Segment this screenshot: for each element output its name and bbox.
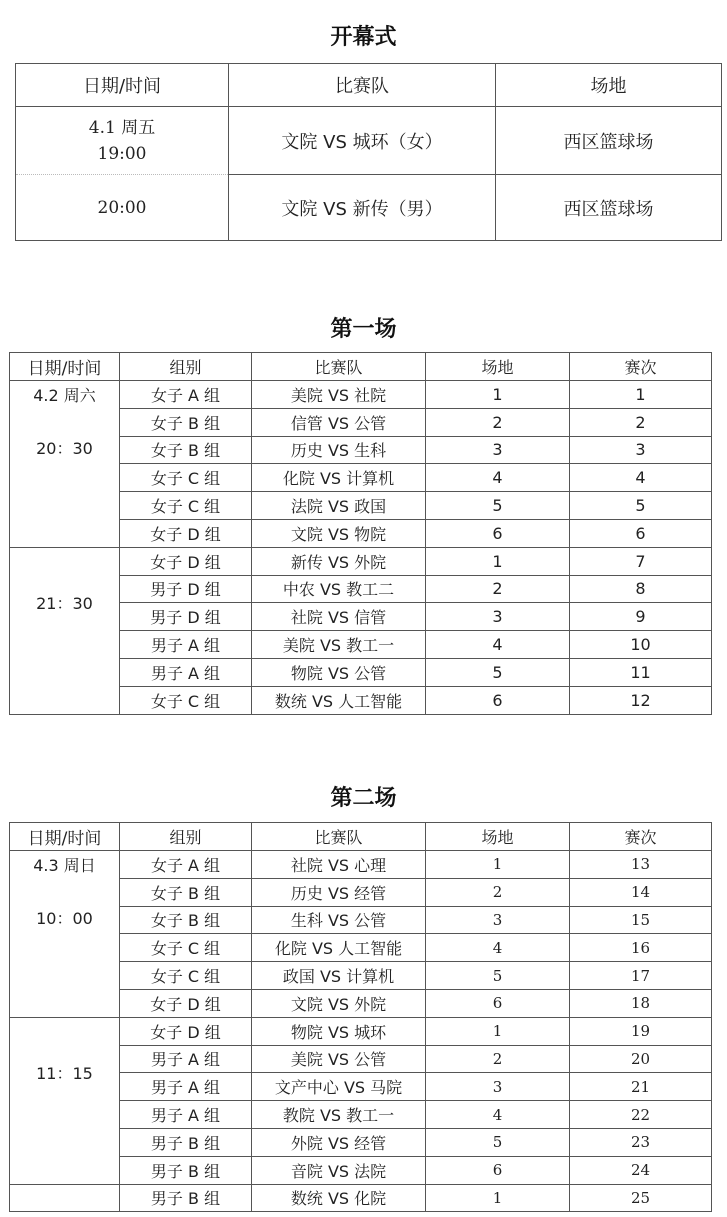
venue-cell: 6: [426, 519, 570, 547]
match-cell: 生科 VS 公管: [252, 906, 426, 934]
header-game-number: 赛次: [570, 823, 712, 851]
header-match: 比赛队: [252, 353, 426, 381]
venue-cell: 4: [426, 464, 570, 492]
game-number-cell: 25: [570, 1184, 712, 1212]
venue-cell: 2: [426, 408, 570, 436]
game-number-cell: 11: [570, 658, 712, 686]
header-datetime: 日期/时间: [16, 64, 229, 107]
venue-cell: 2: [426, 1045, 570, 1073]
match-cell: 数统 VS 人工智能: [252, 686, 426, 714]
game-number-cell: 8: [570, 575, 712, 603]
game-number-cell: 23: [570, 1128, 712, 1156]
venue-cell: 5: [426, 1128, 570, 1156]
datetime-cell: [10, 381, 120, 548]
table-row: [10, 851, 712, 879]
group-cell: 男子 A 组: [120, 631, 252, 659]
match-cell: 历史 VS 经管: [252, 878, 426, 906]
game-number-cell: 7: [570, 547, 712, 575]
venue-cell: 3: [426, 1073, 570, 1101]
group-cell: 女子 C 组: [120, 686, 252, 714]
match-cell: 物院 VS 公管: [252, 658, 426, 686]
match-cell: 文院 VS 外院: [252, 989, 426, 1017]
opening-title: 开幕式: [330, 25, 397, 50]
spacer: [10, 1020, 119, 1061]
game-number-cell: 21: [570, 1073, 712, 1101]
game-number-cell: 4: [570, 464, 712, 492]
header-venue: 场地: [496, 64, 722, 107]
group-cell: 女子 B 组: [120, 408, 252, 436]
venue-cell: 5: [426, 658, 570, 686]
date-text: 4.2 周六: [33, 386, 96, 405]
table-header-row: [10, 823, 712, 851]
group-cell: 男子 A 组: [120, 1073, 252, 1101]
venue-cell: 2: [426, 878, 570, 906]
datetime-cell: [10, 1017, 120, 1184]
venue-cell: 1: [426, 547, 570, 575]
match-cell: 美院 VS 社院: [252, 381, 426, 409]
venue-cell: 6: [426, 686, 570, 714]
game-number-cell: 3: [570, 436, 712, 464]
table-header-row: [10, 353, 712, 381]
venue-cell: 1: [426, 851, 570, 879]
game-number-cell: 14: [570, 878, 712, 906]
game-number-cell: 18: [570, 989, 712, 1017]
match-cell: 文院 VS 城环（女）: [229, 107, 496, 175]
venue-cell: 6: [426, 989, 570, 1017]
venue-cell: 5: [426, 962, 570, 990]
game-number-cell: 24: [570, 1156, 712, 1184]
group-cell: 女子 D 组: [120, 1017, 252, 1045]
match-cell: 文产中心 VS 马院: [252, 1073, 426, 1101]
group-cell: 男子 A 组: [120, 1101, 252, 1129]
match-cell: 信管 VS 公管: [252, 408, 426, 436]
time-cell: 20:00: [16, 175, 229, 241]
venue-cell: 3: [426, 603, 570, 631]
date-text: 4.3 周日: [33, 856, 96, 875]
table-row: [10, 381, 712, 409]
game-number-cell: 16: [570, 934, 712, 962]
table-row: [16, 107, 722, 175]
group-cell: 女子 C 组: [120, 492, 252, 520]
group-cell: 男子 D 组: [120, 603, 252, 631]
time-text: 21：30: [36, 593, 93, 613]
time-text: 19:00: [97, 143, 147, 164]
group-cell: 女子 A 组: [120, 381, 252, 409]
header-venue: 场地: [426, 823, 570, 851]
match-cell: 美院 VS 公管: [252, 1045, 426, 1073]
group-cell: 男子 B 组: [120, 1128, 252, 1156]
venue-cell: 4: [426, 631, 570, 659]
venue-cell: 西区篮球场: [496, 107, 722, 175]
header-datetime: 日期/时间: [10, 823, 120, 851]
venue-cell: 3: [426, 436, 570, 464]
group-cell: 男子 B 组: [120, 1156, 252, 1184]
time-text: 10：00: [36, 909, 93, 928]
match-cell: 文院 VS 新传（男）: [229, 175, 496, 241]
group-cell: 男子 D 组: [120, 575, 252, 603]
match-cell: 数统 VS 化院: [252, 1184, 426, 1212]
match-cell: 历史 VS 生科: [252, 436, 426, 464]
round2-schedule-table: [9, 822, 712, 1212]
match-cell: 物院 VS 城环: [252, 1017, 426, 1045]
venue-cell: 1: [426, 381, 570, 409]
game-number-cell: 2: [570, 408, 712, 436]
match-cell: 文院 VS 物院: [252, 519, 426, 547]
group-cell: 女子 D 组: [120, 989, 252, 1017]
group-cell: 女子 C 组: [120, 934, 252, 962]
game-number-cell: 9: [570, 603, 712, 631]
match-cell: 社院 VS 心理: [252, 851, 426, 879]
table-row: [10, 1184, 712, 1212]
time-text: 20：30: [36, 439, 93, 458]
group-cell: 男子 B 组: [120, 1184, 252, 1212]
datetime-cell: [10, 1184, 120, 1212]
table-row: [16, 175, 722, 241]
opening-schedule-table: [15, 63, 722, 241]
match-cell: 化院 VS 人工智能: [252, 934, 426, 962]
game-number-cell: 12: [570, 686, 712, 714]
game-number-cell: 22: [570, 1101, 712, 1129]
group-cell: 女子 C 组: [120, 464, 252, 492]
round1-schedule-table: [9, 352, 712, 715]
group-cell: 男子 A 组: [120, 1045, 252, 1073]
spacer: [10, 879, 119, 906]
datetime-cell: [10, 547, 120, 714]
table-header-row: [16, 64, 722, 107]
match-cell: 政国 VS 计算机: [252, 962, 426, 990]
game-number-cell: 20: [570, 1045, 712, 1073]
spacer: [10, 409, 119, 436]
header-venue: 场地: [426, 353, 570, 381]
group-cell: 女子 D 组: [120, 519, 252, 547]
date-text: 4.1 周五: [88, 117, 156, 138]
header-group: 组别: [120, 353, 252, 381]
match-cell: 教院 VS 教工一: [252, 1101, 426, 1129]
header-game-number: 赛次: [570, 353, 712, 381]
venue-cell: 2: [426, 575, 570, 603]
venue-cell: 6: [426, 1156, 570, 1184]
group-cell: 女子 B 组: [120, 878, 252, 906]
venue-cell: 1: [426, 1017, 570, 1045]
match-cell: 美院 VS 教工一: [252, 631, 426, 659]
match-cell: 音院 VS 法院: [252, 1156, 426, 1184]
group-cell: 女子 A 组: [120, 851, 252, 879]
venue-cell: 西区篮球场: [496, 175, 722, 241]
time-text: 11：15: [36, 1063, 93, 1083]
game-number-cell: 1: [570, 381, 712, 409]
datetime-cell: [10, 851, 120, 1018]
match-cell: 化院 VS 计算机: [252, 464, 426, 492]
header-group: 组别: [120, 823, 252, 851]
table-row: [10, 547, 712, 575]
datetime-cell: [16, 107, 229, 175]
game-number-cell: 19: [570, 1017, 712, 1045]
game-number-cell: 5: [570, 492, 712, 520]
header-match: 比赛队: [229, 64, 496, 107]
match-cell: 社院 VS 信管: [252, 603, 426, 631]
spacer: [10, 550, 119, 591]
group-cell: 女子 D 组: [120, 547, 252, 575]
venue-cell: 4: [426, 1101, 570, 1129]
venue-cell: 3: [426, 906, 570, 934]
venue-cell: 5: [426, 492, 570, 520]
header-datetime: 日期/时间: [10, 353, 120, 381]
game-number-cell: 6: [570, 519, 712, 547]
round1-title: 第一场: [330, 317, 397, 342]
table-row: [10, 1017, 712, 1045]
venue-cell: 4: [426, 934, 570, 962]
group-cell: 男子 A 组: [120, 658, 252, 686]
game-number-cell: 17: [570, 962, 712, 990]
game-number-cell: 15: [570, 906, 712, 934]
match-cell: 外院 VS 经管: [252, 1128, 426, 1156]
round2-title: 第二场: [330, 786, 397, 811]
group-cell: 女子 B 组: [120, 906, 252, 934]
group-cell: 女子 C 组: [120, 962, 252, 990]
match-cell: 新传 VS 外院: [252, 547, 426, 575]
group-cell: 女子 B 组: [120, 436, 252, 464]
venue-cell: 1: [426, 1184, 570, 1212]
game-number-cell: 10: [570, 631, 712, 659]
game-number-cell: 13: [570, 851, 712, 879]
match-cell: 中农 VS 教工二: [252, 575, 426, 603]
match-cell: 法院 VS 政国: [252, 492, 426, 520]
header-match: 比赛队: [252, 823, 426, 851]
